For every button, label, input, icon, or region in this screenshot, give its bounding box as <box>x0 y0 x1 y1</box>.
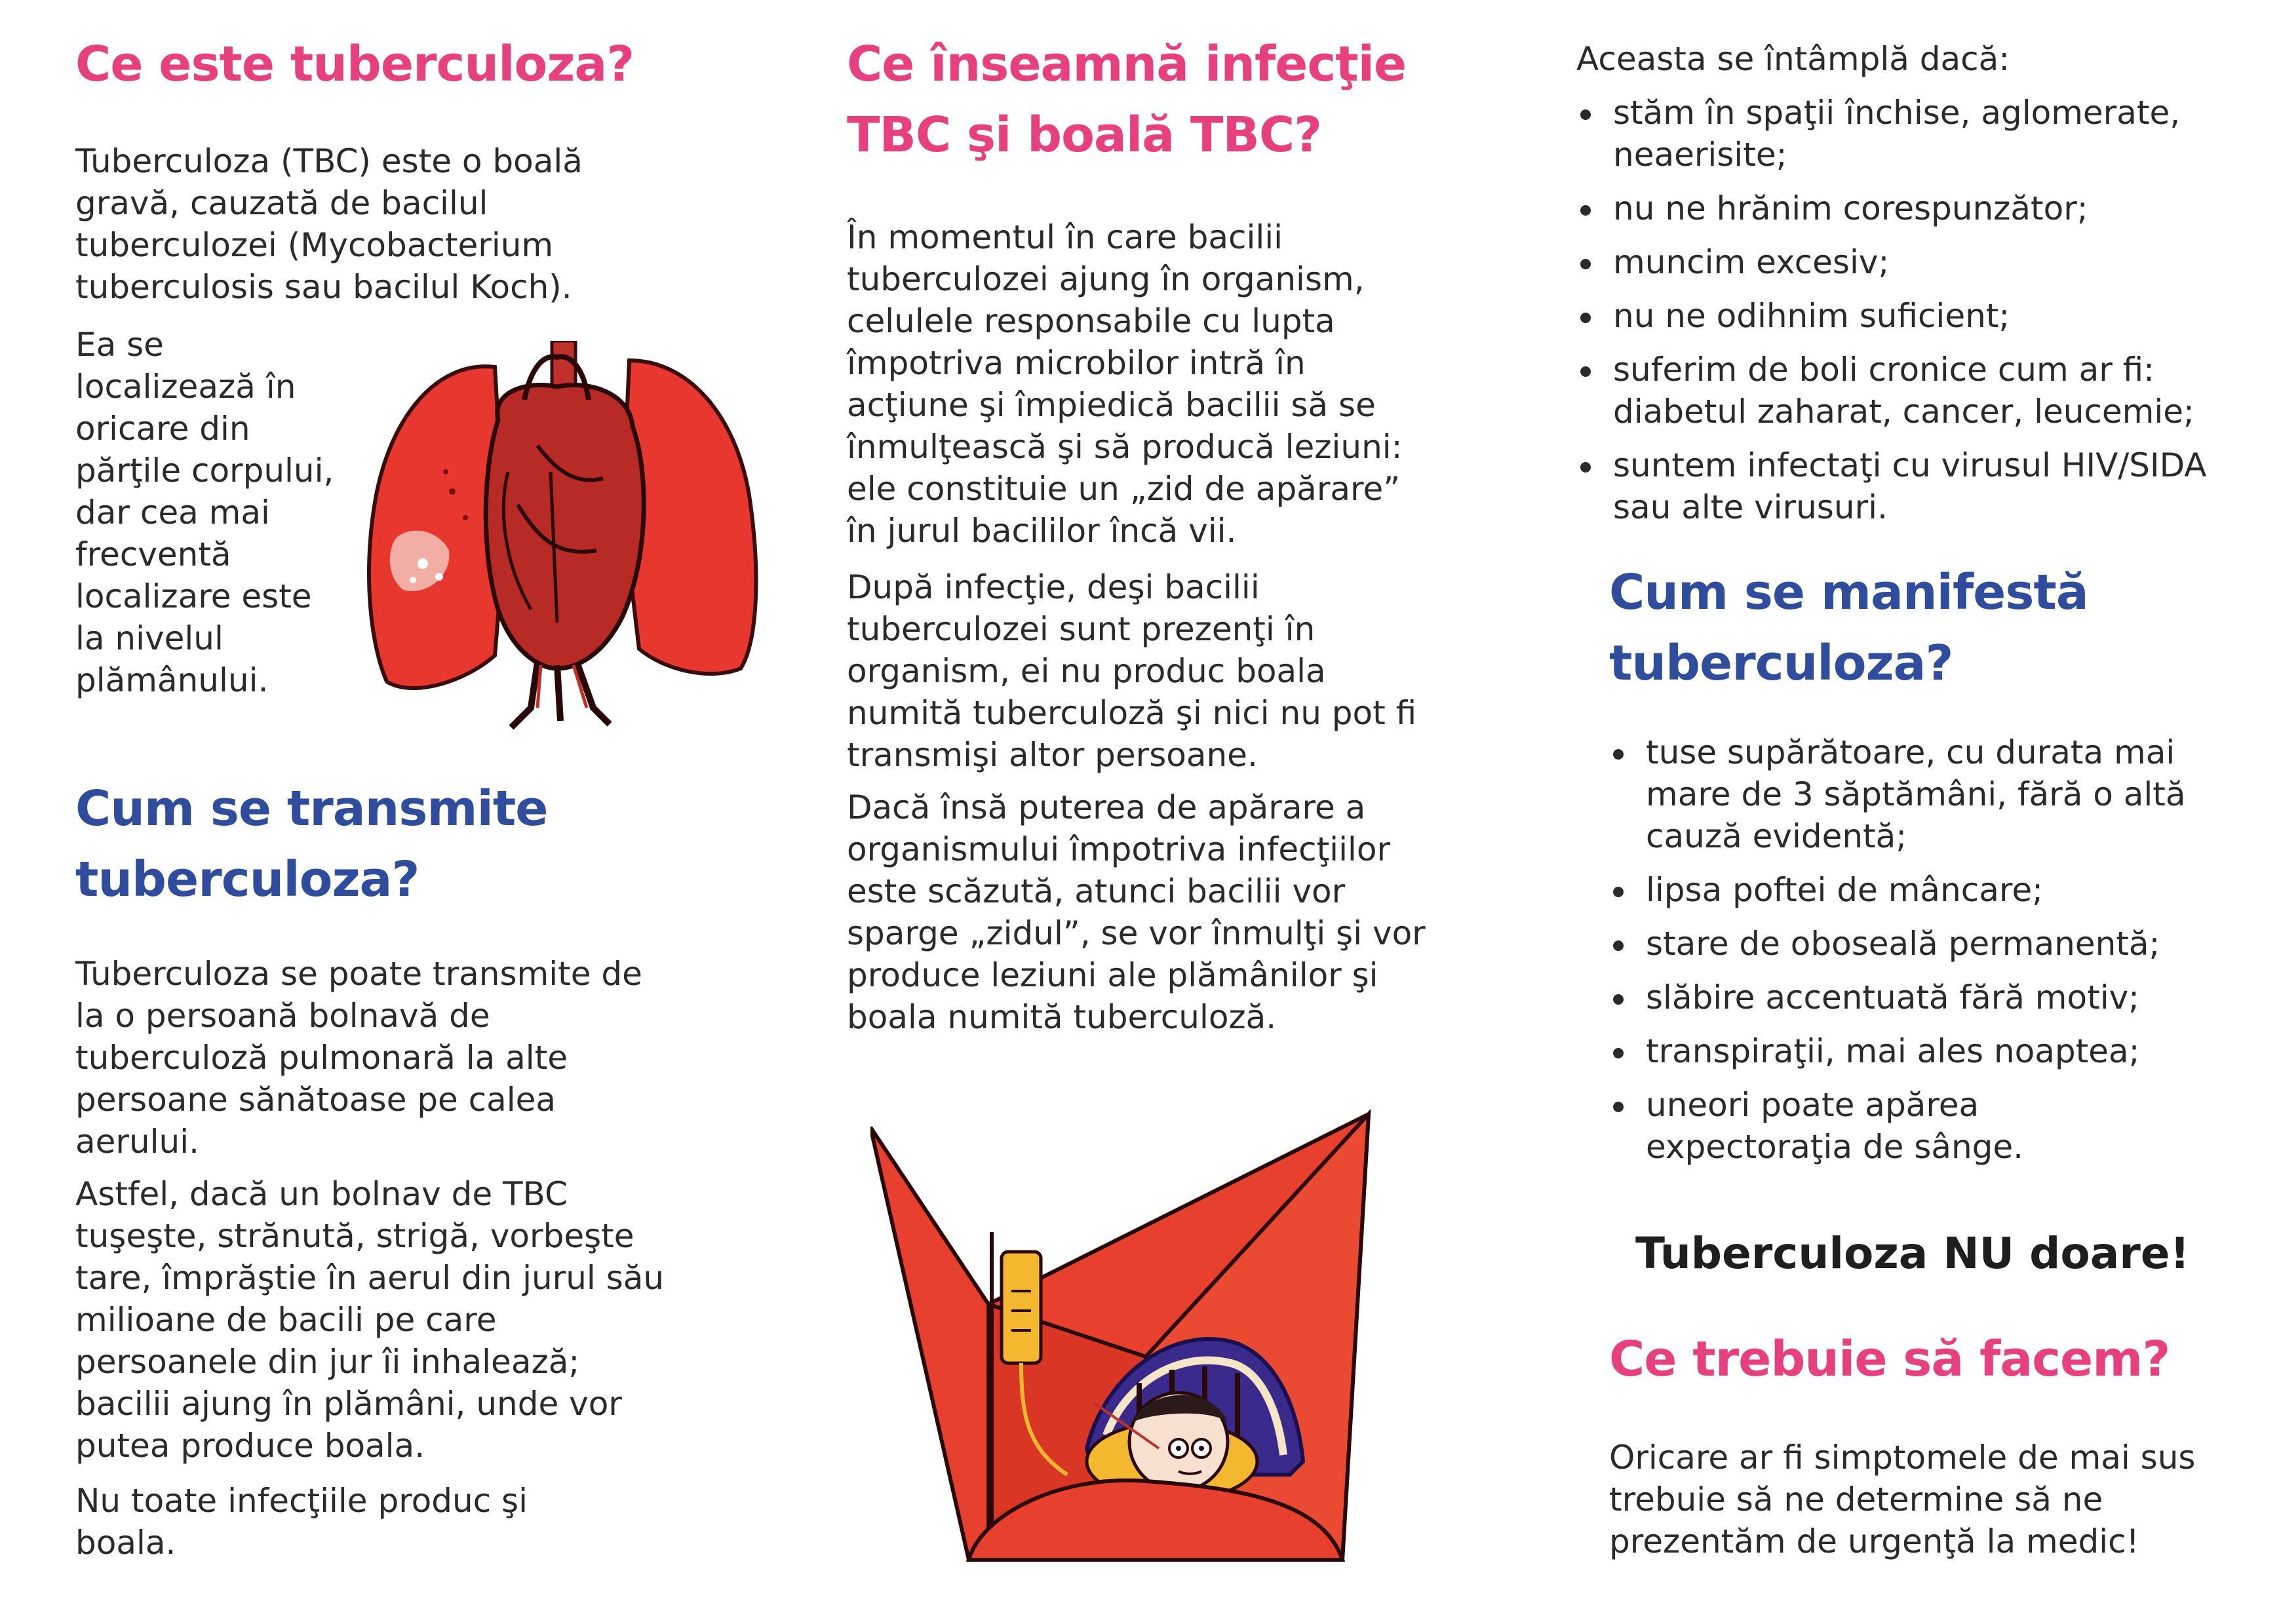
paragraph-transmission: Tuberculoza se poate transmite de la o persoană bolnavă de tuberculoză pulmonară la alte persoane sănătoase pe calea aerului. <box>75 955 642 1161</box>
heading-symptoms: Cum se manifestă tuberculoza? <box>1609 564 2088 691</box>
list-item: lipsa poftei de mâncare; <box>1609 869 2238 911</box>
list-item: suntem infectaţi cu virusul HIV/SIDA sau alte virusuri. <box>1576 444 2258 528</box>
lungs-heart-illustration <box>341 341 787 747</box>
list-item: nu ne odihnim suficient; <box>1576 295 2258 337</box>
heading-what-to-do: Ce trebuie să facem? <box>1609 1331 2170 1387</box>
risk-factors-list <box>1576 92 2258 528</box>
paragraph-see-doctor: Oricare ar fi simptomele de mai sus trebuie să ne determine să ne prezentăm de urgenţă la medic! <box>1609 1439 2196 1560</box>
list-item: stare de oboseală permanentă; <box>1609 923 2238 965</box>
paragraph-risk-intro: Aceasta se întâmplă dacă: <box>1576 40 2010 78</box>
symptoms-list <box>1609 731 2238 1168</box>
paragraph-defense-wall: În momentul în care bacilii tuberculozei ajung în organism, celulele responsabile cu lupta împotriva microbilor intră în acţiune şi împiedică bacilii să se înmulţească şi să producă leziuni: ele constituie un „zid de apărare” în jurul bacililor încă vii. <box>847 218 1403 550</box>
list-item: tuse supărătoare, cu durata mai mare de 3 săptămâni, fără o altă cauză evidentă; <box>1609 731 2238 857</box>
list-item: nu ne hrănim corespunzător; <box>1576 187 2258 229</box>
sick-patient-illustration <box>870 1108 1395 1566</box>
list-item: slăbire accentuată fără motiv; <box>1609 976 2238 1018</box>
heading-transmission: Cum se transmite tuberculoza? <box>75 781 548 908</box>
paragraph-cough-spread: Astfel, dacă un bolnav de TBC tuşeşte, strănută, strigă, vorbeşte tare, împrăştie în aerul din jurul său milioane de bacili pe care persoanele din jur îi inhalează; bacilii ajung în plămâni, unde vor putea produce boala. <box>75 1175 665 1465</box>
paragraph-localization: Ea se localizează în oricare din părţile corpului, dar cea mai frecventă localizare este la nivelul plămânului. <box>75 326 334 699</box>
list-item: transpiraţii, mai ales noaptea; <box>1609 1030 2238 1072</box>
heading-infection-vs-disease: Ce înseamnă infecţie TBC şi boală TBC? <box>847 36 1407 163</box>
paragraph-not-all-infections: Nu toate infecţiile produc şi boala. <box>75 1482 528 1562</box>
paragraph-after-infection: După infecţie, deşi bacilii tuberculozei sunt prezenţi în organism, ei nu produc boala numită tuberculoză şi nici nu pot fi transmişi altor persoane. <box>847 568 1417 774</box>
slogan-tb-no-pain: Tuberculoza NU doare! <box>1635 1228 2190 1279</box>
list-item: stăm în spaţii închise, aglomerate, neaerisite; <box>1576 92 2258 176</box>
paragraph-definition: Tuberculoza (TBC) este o boală gravă, cauzată de bacilul tuberculozei (Mycobacterium tuberculosis sau bacilul Koch). <box>75 142 583 306</box>
heading-what-is-tb: Ce este tuberculoza? <box>75 36 634 92</box>
list-item: muncim excesiv; <box>1576 241 2258 283</box>
list-item: uneori poate apărea expectoraţia de sânge. <box>1609 1084 2238 1168</box>
paragraph-low-defense: Dacă însă puterea de apărare a organismului împotriva infecţiilor este scăzută, atunci bacilii vor sparge „zidul”, se vor înmulţi şi vor produce leziuni ale plămânilor şi boala numită tuberculoză. <box>847 788 1426 1036</box>
list-item: suferim de boli cronice cum ar fi: diabetul zaharat, cancer, leucemie; <box>1576 349 2258 433</box>
